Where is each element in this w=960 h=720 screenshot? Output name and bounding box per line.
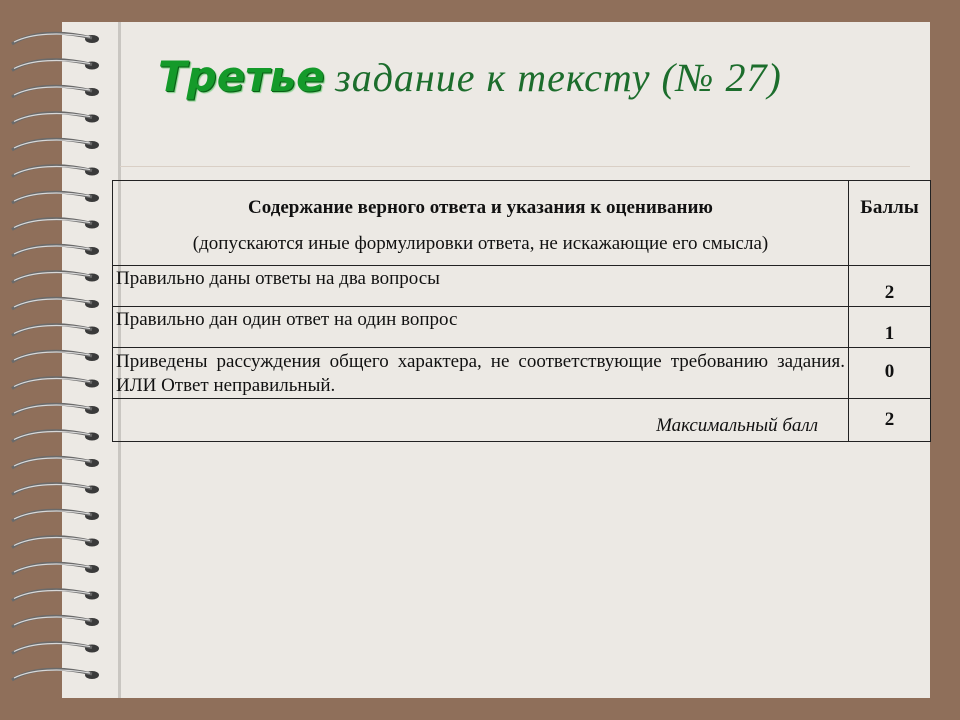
slide-title (158, 52, 918, 102)
spiral-ring (12, 245, 99, 256)
row-points: 1 (849, 307, 931, 348)
row-points: 0 (849, 348, 931, 399)
max-score-label: Максимальный балл (113, 399, 849, 442)
spiral-ring (12, 537, 99, 548)
spiral-ring (12, 669, 99, 680)
header-criteria-cell (113, 181, 849, 266)
spiral-ring (12, 325, 99, 336)
spiral-ring (12, 404, 99, 415)
spiral-ring (12, 378, 99, 389)
spiral-ring (12, 113, 99, 124)
spiral-ring (12, 643, 99, 654)
row-criterion: Приведены рассуждения общего характера, не соответствующие требованию задания. ИЛИ Ответ неправильный. (113, 348, 849, 399)
spiral-ring (12, 139, 99, 150)
header-criteria-note: (допускаются иные формулировки ответа, не искажающие его смысла) (192, 233, 769, 254)
spiral-ring (12, 298, 99, 309)
spiral-ring (12, 457, 99, 468)
table-row (113, 348, 931, 399)
spiral-ring (12, 86, 99, 97)
max-score-value: 2 (849, 399, 931, 442)
spiral-ring (12, 484, 99, 495)
table-row (113, 307, 931, 348)
table-row (113, 266, 931, 307)
table-header-row (113, 181, 931, 266)
title-highlight: Третье (158, 52, 325, 101)
row-criterion: Правильно дан один ответ на один вопрос (113, 307, 849, 348)
spiral-ring (12, 219, 99, 230)
row-points: 2 (849, 266, 931, 307)
spiral-ring (12, 510, 99, 521)
spiral-ring (12, 616, 99, 627)
spiral-ring (12, 351, 99, 362)
spiral-ring (12, 590, 99, 601)
divider (120, 166, 910, 167)
grading-table (112, 180, 931, 442)
spiral-ring (12, 33, 99, 44)
table-max-row (113, 399, 931, 442)
row-criterion: Правильно даны ответы на два вопросы (113, 266, 849, 307)
header-criteria-title: Содержание верного ответа и указания к оцениванию (248, 197, 713, 218)
spiral-binding (0, 0, 120, 720)
spiral-ring (12, 60, 99, 71)
spiral-ring (12, 431, 99, 442)
title-rest: задание к тексту (№ 27) (335, 55, 782, 100)
spiral-ring (12, 166, 99, 177)
spiral-ring (12, 192, 99, 203)
spiral-ring (12, 272, 99, 283)
header-points: Баллы (849, 181, 931, 266)
spiral-ring (12, 563, 99, 574)
